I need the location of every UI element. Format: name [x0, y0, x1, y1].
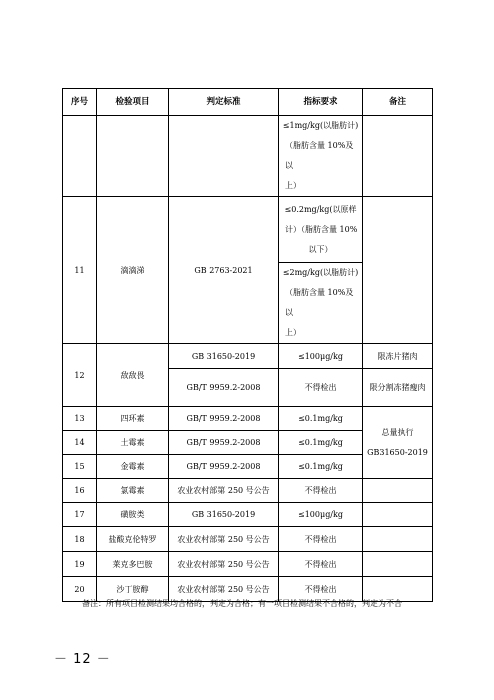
- row-no: 20: [63, 577, 97, 602]
- row-item: 莱克多巴胺: [97, 552, 169, 577]
- row-requirement: ≤0.1mg/kg: [279, 455, 363, 479]
- header-standard: 判定标准: [169, 89, 279, 116]
- table-row: [63, 552, 433, 577]
- header-no: 序号: [63, 89, 97, 116]
- row-requirement: 不得检出: [279, 527, 363, 552]
- row-item: 四环素: [97, 407, 169, 431]
- row-standard: GB/T 9959.2-2008: [169, 407, 279, 431]
- row-standard: GB/T 9959.2-2008: [169, 455, 279, 479]
- row-requirement: 不得检出: [279, 369, 363, 407]
- row-standard: GB 2763-2021: [169, 197, 279, 344]
- row-item: 金霉素: [97, 455, 169, 479]
- row-no: 12: [63, 344, 97, 407]
- row-remark: 总量执行 GB31650-2019: [363, 407, 433, 479]
- row-requirement: 不得检出: [279, 479, 363, 503]
- row-requirement: 不得检出: [279, 552, 363, 577]
- row-requirement: ≤100μg/kg: [279, 503, 363, 527]
- row-item: 沙丁胺醇: [97, 577, 169, 602]
- row-standard: 农业农村部第 250 号公告: [169, 527, 279, 552]
- row-item: 土霉素: [97, 431, 169, 455]
- row-standard: GB/T 9959.2-2008: [169, 369, 279, 407]
- inspection-standards-table: [62, 88, 433, 602]
- header-requirement: 指标要求: [279, 89, 363, 116]
- row-remark: 限分割冻猪瘦肉: [363, 369, 433, 407]
- table-row: [63, 479, 433, 503]
- row-standard: GB 31650-2019: [169, 503, 279, 527]
- requirement-cell: ≤2mg/kg(以脂肪计) （脂肪含量 10%及以 上）: [279, 263, 363, 344]
- row-item: 敌敌畏: [97, 344, 169, 407]
- requirement-cell: ≤1mg/kg(以脂肪计) （脂肪含量 10%及以 上）: [279, 116, 363, 197]
- row-no: 17: [63, 503, 97, 527]
- row-no: 13: [63, 407, 97, 431]
- table-row: [63, 344, 433, 369]
- footnote: 备注：所有项目检测结果均合格的，判定为合格；有一项目检测结果不合格的，判定为不合: [82, 599, 402, 608]
- row-standard: 农业农村部第 250 号公告: [169, 552, 279, 577]
- row-no: 19: [63, 552, 97, 577]
- table-row: [63, 116, 433, 197]
- row-item: 滴滴涕: [97, 197, 169, 344]
- row-no: 14: [63, 431, 97, 455]
- row-standard: 农业农村部第 250 号公告: [169, 577, 279, 602]
- row-requirement: ≤0.1mg/kg: [279, 431, 363, 455]
- table-row: [63, 527, 433, 552]
- row-item: 氯霉素: [97, 479, 169, 503]
- header-remark: 备注: [363, 89, 433, 116]
- row-no: 11: [63, 197, 97, 344]
- row-requirement: 不得检出: [279, 577, 363, 602]
- header-item: 检验项目: [97, 89, 169, 116]
- row-standard: GB 31650-2019: [169, 344, 279, 369]
- row-item: 磺胺类: [97, 503, 169, 527]
- table-row: [63, 197, 433, 263]
- row-item: 盐酸克伦特罗: [97, 527, 169, 552]
- table-header-row: [63, 89, 433, 116]
- row-no: 15: [63, 455, 97, 479]
- page-number: － 12 －: [54, 652, 111, 667]
- table-row: [63, 503, 433, 527]
- row-requirement: ≤100μg/kg: [279, 344, 363, 369]
- row-no: 18: [63, 527, 97, 552]
- row-standard: 农业农村部第 250 号公告: [169, 479, 279, 503]
- table-row: [63, 407, 433, 431]
- row-remark: 限冻片猪肉: [363, 344, 433, 369]
- row-standard: GB/T 9959.2-2008: [169, 431, 279, 455]
- requirement-cell: ≤0.2mg/kg(以原样 计）（脂肪含量 10% 以下）: [279, 197, 363, 263]
- row-requirement: ≤0.1mg/kg: [279, 407, 363, 431]
- row-no: 16: [63, 479, 97, 503]
